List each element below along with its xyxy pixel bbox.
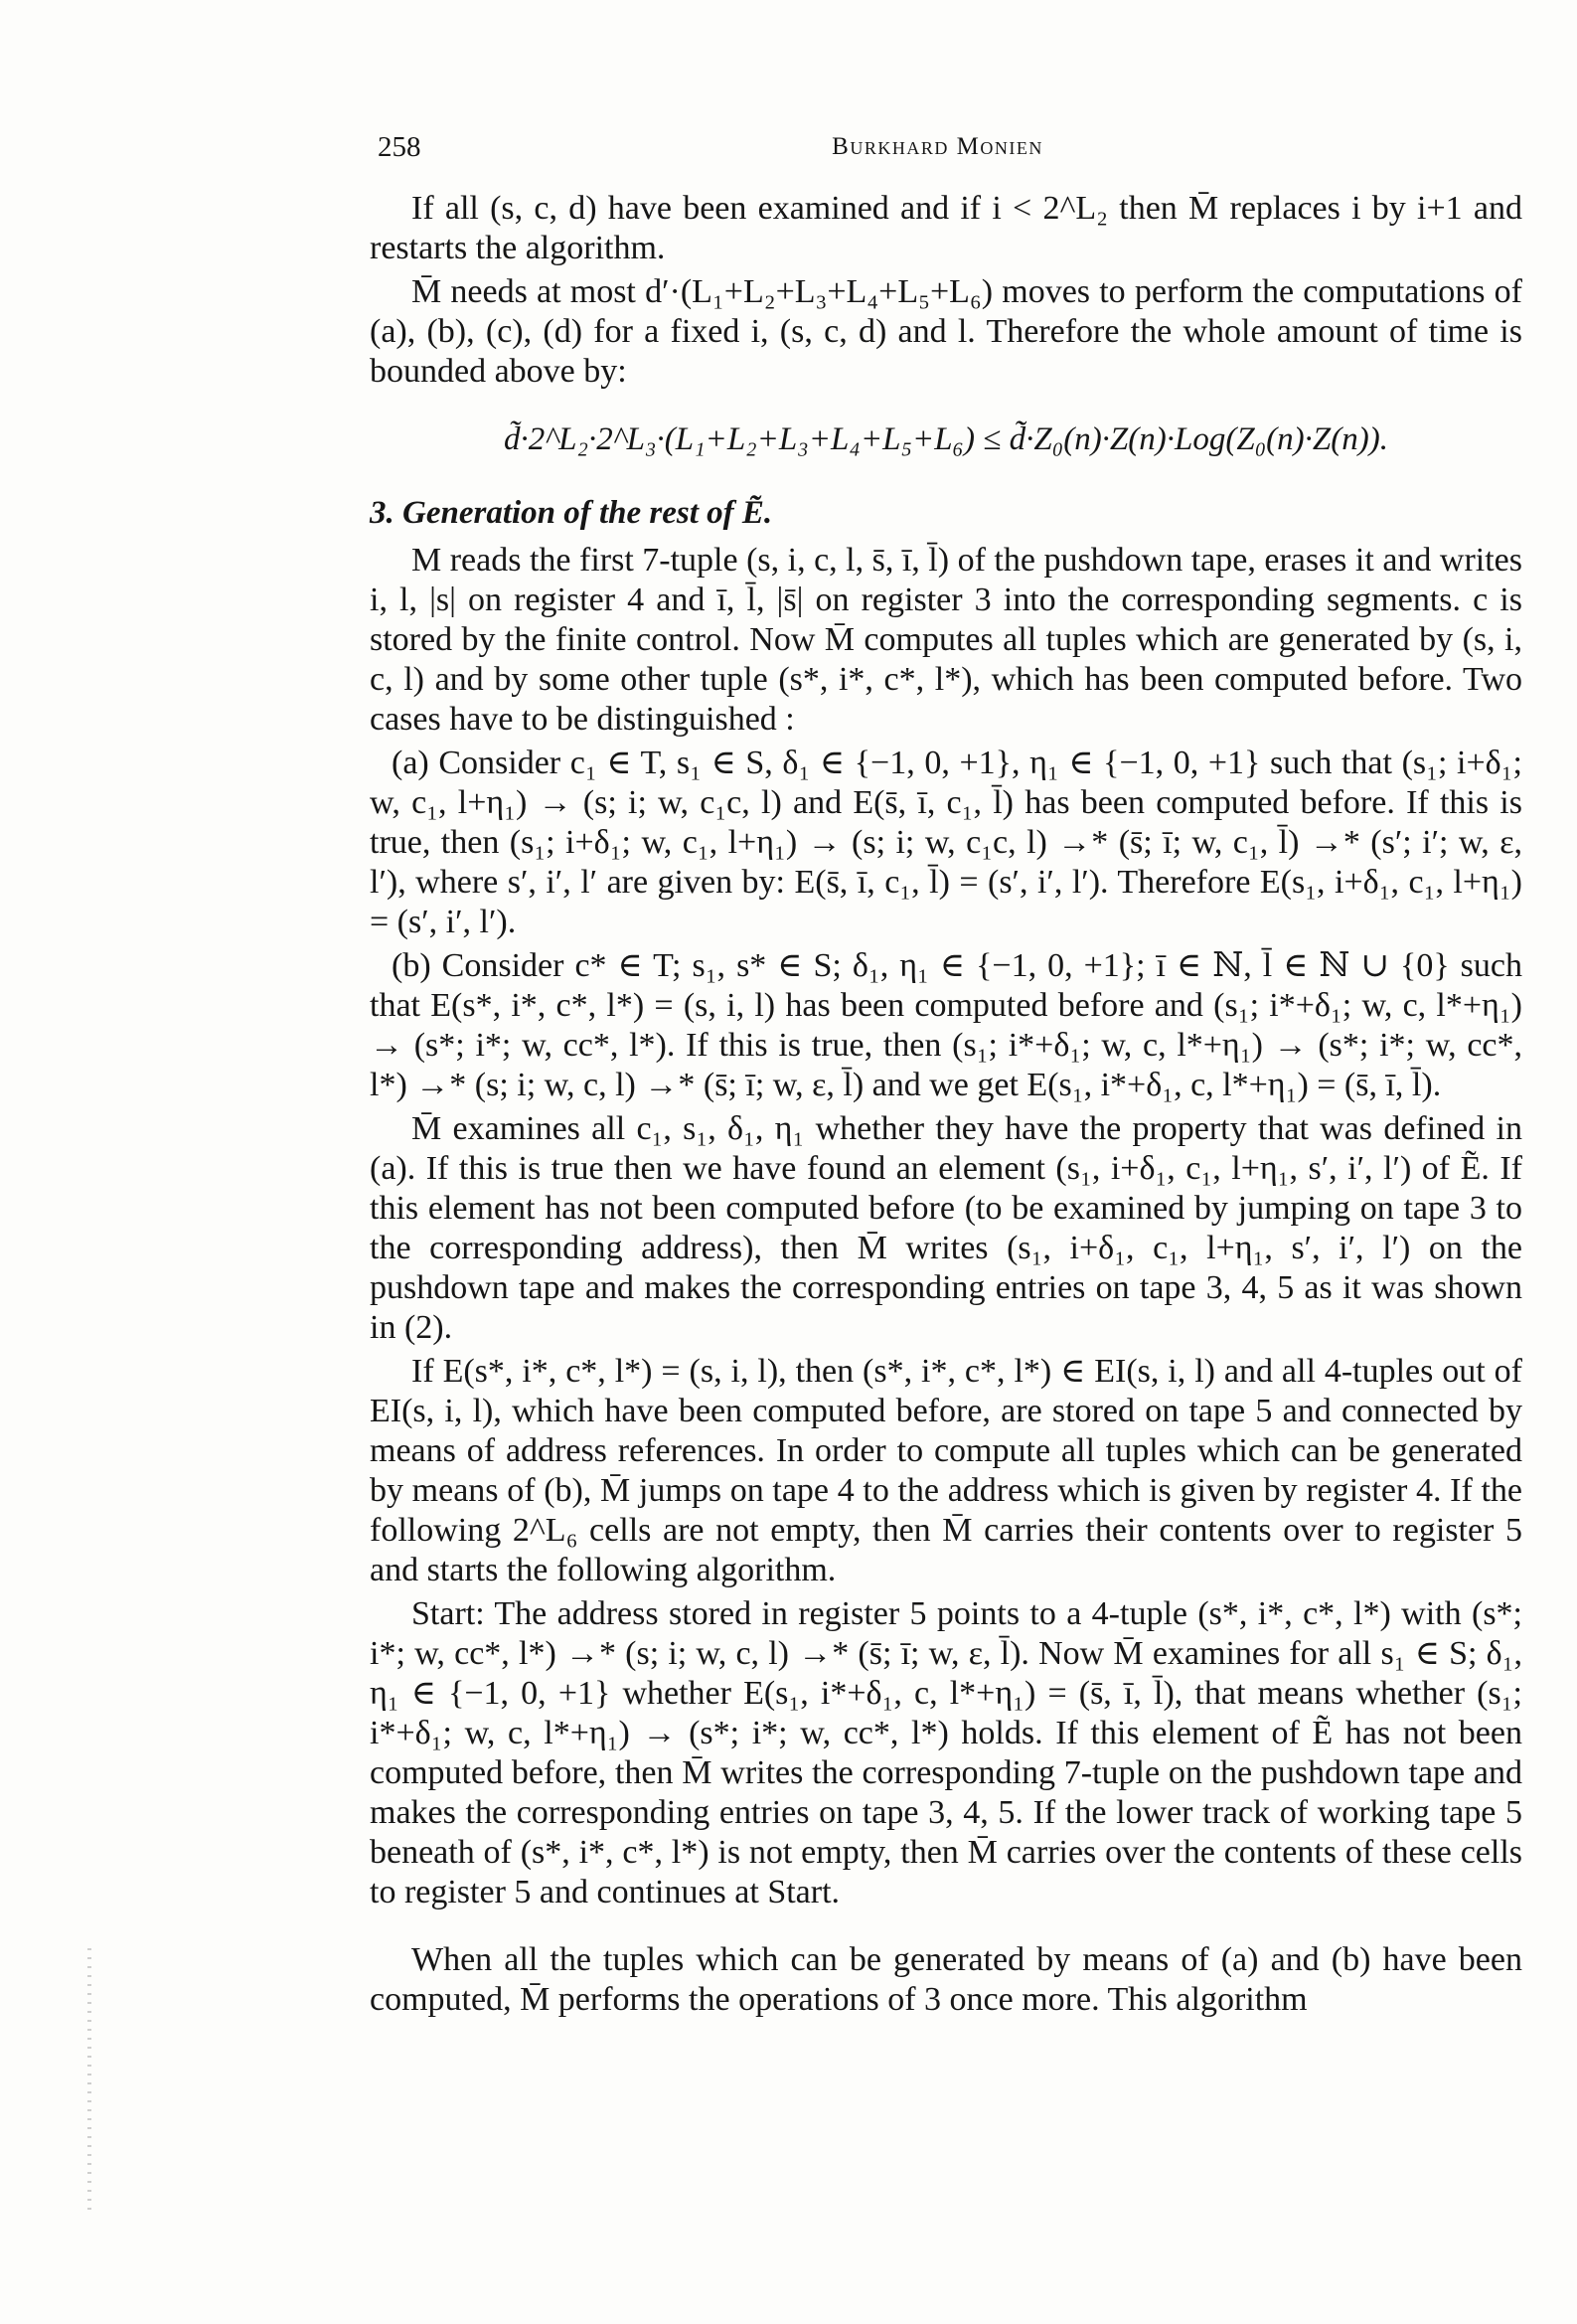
paragraph: M reads the first 7-tuple (s, i, c, l, s̄, ī, l̄) of the pushdown tape, erases it and writes i, l, |s| on register 4 and ī, l̄, |s̄| on register 3 into the corresponding segments. c is stored by the finite control. Now M̄ computes all tuples which are generated by (s, i, c, l) and by some other tuple (s*, i*, c*, l*), which has been computed before. Two cases have to be distinguished : (370, 542, 1522, 738)
section-heading: 3. Generation of the rest of Ẽ. (370, 495, 773, 531)
paragraph: If E(s*, i*, c*, l*) = (s, i, l), then (s*, i*, c*, l*) ∈ EI(s, i, l) and all 4-tuples out of EI(s, i, l), which have been computed before, are stored on tape 5 and connected by means of address references. In order to compute all tuples which can be generated by means of (b), M̄ jumps on tape 4 to the address which is given by register 4. If the following 2^L₆ cells are not empty, then M̄ carries their contents over to register 5 and starts the following algorithm. (370, 1353, 1522, 1588)
page-header (378, 131, 1498, 171)
paragraph: M̄ needs at most d′·(L₁+L₂+L₃+L₄+L₅+L₆) moves to perform the computations of (a), (b), (c), (d) for a fixed i, (s, c, d) and l. Therefore the whole amount of time is bounded above by: (370, 273, 1522, 390)
paragraph: Start: The address stored in register 5 points to a 4-tuple (s*, i*, c*, l*) with (s*; i*; w, cc*, l*) →* (s; i; w, c, l) →* (s̄; ī; w, ε, l̄). Now M̄ examines for all s₁ ∈ S; δ₁, η₁ ∈ {−1, 0, +1} whether E(s₁, i*+δ₁, c, l*+η₁) = (s̄, ī, l̄), that means whether (s₁; i*+δ₁; w, c, l*+η₁) → (s*; i*; w, cc*, l*) holds. If this element of Ẽ has not been computed before, then M̄ writes the corresponding 7-tuple on the pushdown tape and makes the corresponding entries on tape 3, 4, 5. If the lower track of working tape 5 beneath of (s*, i*, c*, l*) is not empty, then M̄ carries over the contents of these cells to register 5 and continues at Start. (370, 1595, 1522, 1910)
case-a-paragraph: (a) Consider c₁ ∈ T, s₁ ∈ S, δ₁ ∈ {−1, 0, +1}, η₁ ∈ {−1, 0, +1} such that (s₁; i+δ₁; w, c₁, l+η₁) → (s; i; w, c₁c, l) and E(s̄, ī, c₁, l̄) has been computed before. If this is true, then (s₁; i+δ₁; w, c₁, l+η₁) → (s; i; w, c₁c, l) →* (s̄; ī; w, c₁, l̄) →* (s′; i′; w, ε, l′), where s′, i′, l′ are given by: E(s̄, ī, c₁, l̄) = (s′, i′, l′). Therefore E(s₁, i+δ₁, c₁, l+η₁) = (s′, i′, l′). (370, 745, 1522, 940)
display-formula: d̃·2^L₂·2^L₃·(L₁+L₂+L₃+L₄+L₅+L₆) ≤ d̃̃·Z₀(n)·Z(n)·Log(Z₀(n)·Z(n)). (504, 421, 1388, 457)
page-number: 258 (378, 131, 421, 163)
paragraph: M̄ examines all c₁, s₁, δ₁, η₁ whether they have the property that was defined in (a). If this is true then we have found an element (s₁, i+δ₁, c₁, l+η₁, s′, i′, l′) of Ẽ. If this element has not been computed before (to be examined by jumping on tape 3 to the corresponding address), then M̄ writes (s₁, i+δ₁, c₁, l+η₁, s′, i′, l′) on the pushdown tape and makes the corresponding entries on tape 3, 4, 5 as it was shown in (2). (370, 1110, 1522, 1346)
paragraph: When all the tuples which can be generated by means of (a) and (b) have been computed, M̄ performs the operations of 3 once more. This algorithm (370, 1941, 1522, 2018)
page-body (370, 189, 1522, 2024)
paragraph: If all (s, c, d) have been examined and if i < 2^L₂ then M̄ replaces i by i+1 and restarts the algorithm. (370, 190, 1522, 266)
paragraph-gap (370, 1916, 1522, 1940)
running-head: Burkhard Monien (832, 133, 1043, 160)
margin-marks (87, 1948, 91, 2217)
case-b-paragraph: (b) Consider c* ∈ T; s₁, s* ∈ S; δ₁, η₁ ∈ {−1, 0, +1}; ī ∈ ℕ, l̄ ∈ ℕ ∪ {0} such that E(s*, i*, c*, l*) = (s, i, l) has been computed before and (s₁; i*+δ₁; w, c, l*+η₁) → (s*; i*; w, cc*, l*). If this is true, then (s₁; i*+δ₁; w, c, l*+η₁) → (s*; i*; w, cc*, l*) →* (s; i; w, c, l) →* (s̄; ī; w, ε, l̄) and we get E(s₁, i*+δ₁, c, l*+η₁) = (s̄, ī, l̄). (370, 947, 1522, 1103)
